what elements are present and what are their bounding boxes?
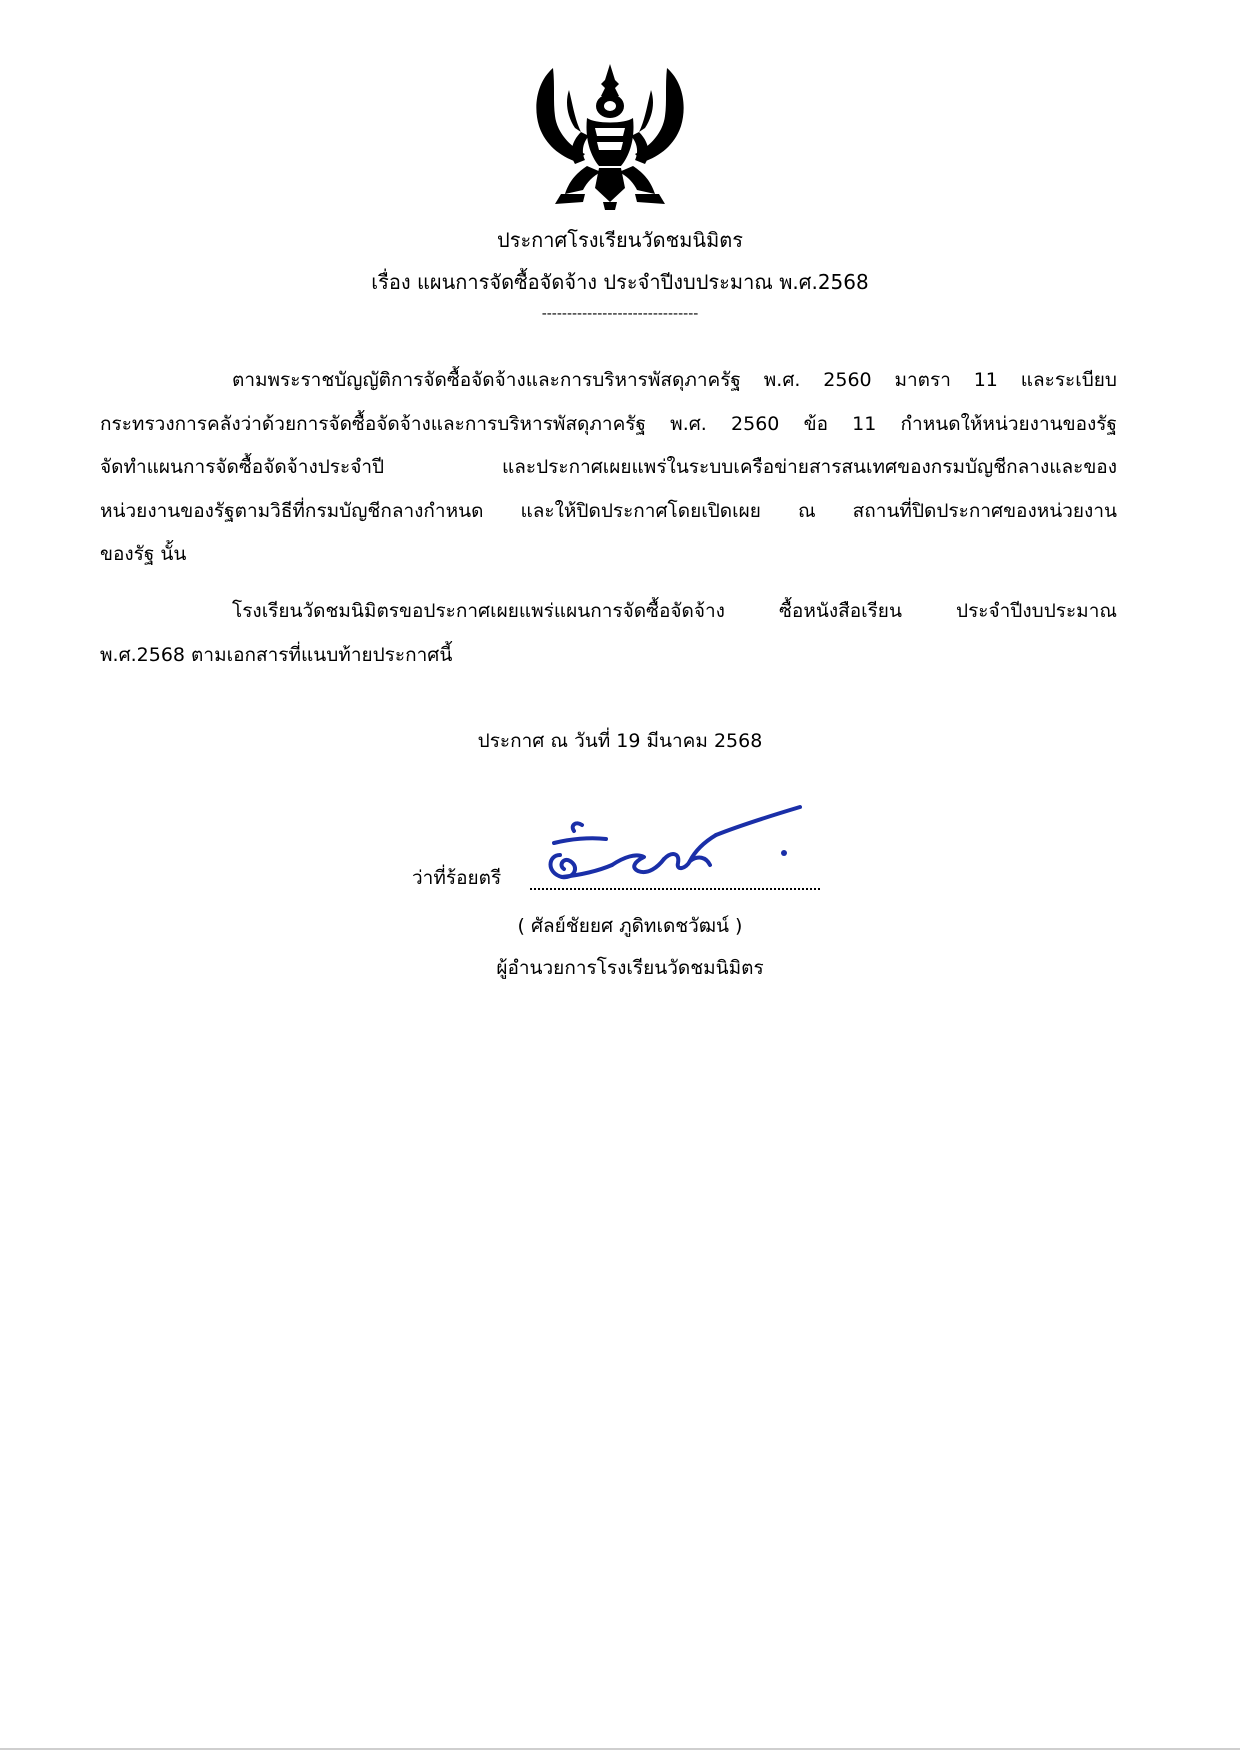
paragraph-1-line: จัดทำแผนการจัดซื้อจัดจ้างประจำปี และประกาศเผยแพร่ในระบบเครือข่ายสารสนเทศของกรมบัญชีกลางและของ <box>100 456 1117 478</box>
garuda-emblem-icon <box>525 62 695 212</box>
paragraph-1-line: ของรัฐ นั้น <box>100 543 187 565</box>
paragraph-2-line: พ.ศ.2568 ตามเอกสารที่แนบท้ายประกาศนี้ <box>100 644 453 666</box>
title-divider: ------------------------------- <box>541 306 699 322</box>
announcement-subject: เรื่อง แผนการจัดซื้อจัดจ้าง ประจำปีงบประมาณ พ.ศ.2568 <box>371 270 869 294</box>
announce-date: ประกาศ ณ วันที่ 19 มีนาคม 2568 <box>477 730 763 752</box>
page-bottom-edge <box>0 1748 1240 1750</box>
paragraph-2-line: โรงเรียนวัดชมนิมิตรขอประกาศเผยแพร่แผนการจัดซื้อจัดจ้าง ซื้อหนังสือเรียน ประจำปีงบประมาณ <box>232 600 1117 622</box>
signer-rank-label: ว่าที่ร้อยตรี <box>412 867 502 889</box>
paragraph-1-line: หน่วยงานของรัฐตามวิธีที่กรมบัญชีกลางกำหนด และให้ปิดประกาศโดยเปิดเผย ณ สถานที่ปิดประกาศของหน่วยงาน <box>100 500 1117 522</box>
announcement-title: ประกาศโรงเรียนวัดชมนิมิตร <box>497 228 743 252</box>
signer-name: ( ศัลย์ชัยยศ ภูดิทเดชวัฒน์ ) <box>517 915 743 937</box>
paragraph-1-line: ตามพระราชบัญญัติการจัดซื้อจัดจ้างและการบริหารพัสดุภาครัฐ พ.ศ. 2560 มาตรา 11 และระเบียบ <box>232 369 1117 391</box>
handwritten-signature <box>540 795 840 895</box>
paragraph-1-line: กระทรวงการคลังว่าด้วยการจัดซื้อจัดจ้างและการบริหารพัสดุภาครัฐ พ.ศ. 2560 ข้อ 11 กำหนดให้หน่วยงานของรัฐ <box>100 413 1117 435</box>
signer-position: ผู้อำนวยการโรงเรียนวัดชมนิมิตร <box>496 957 764 979</box>
